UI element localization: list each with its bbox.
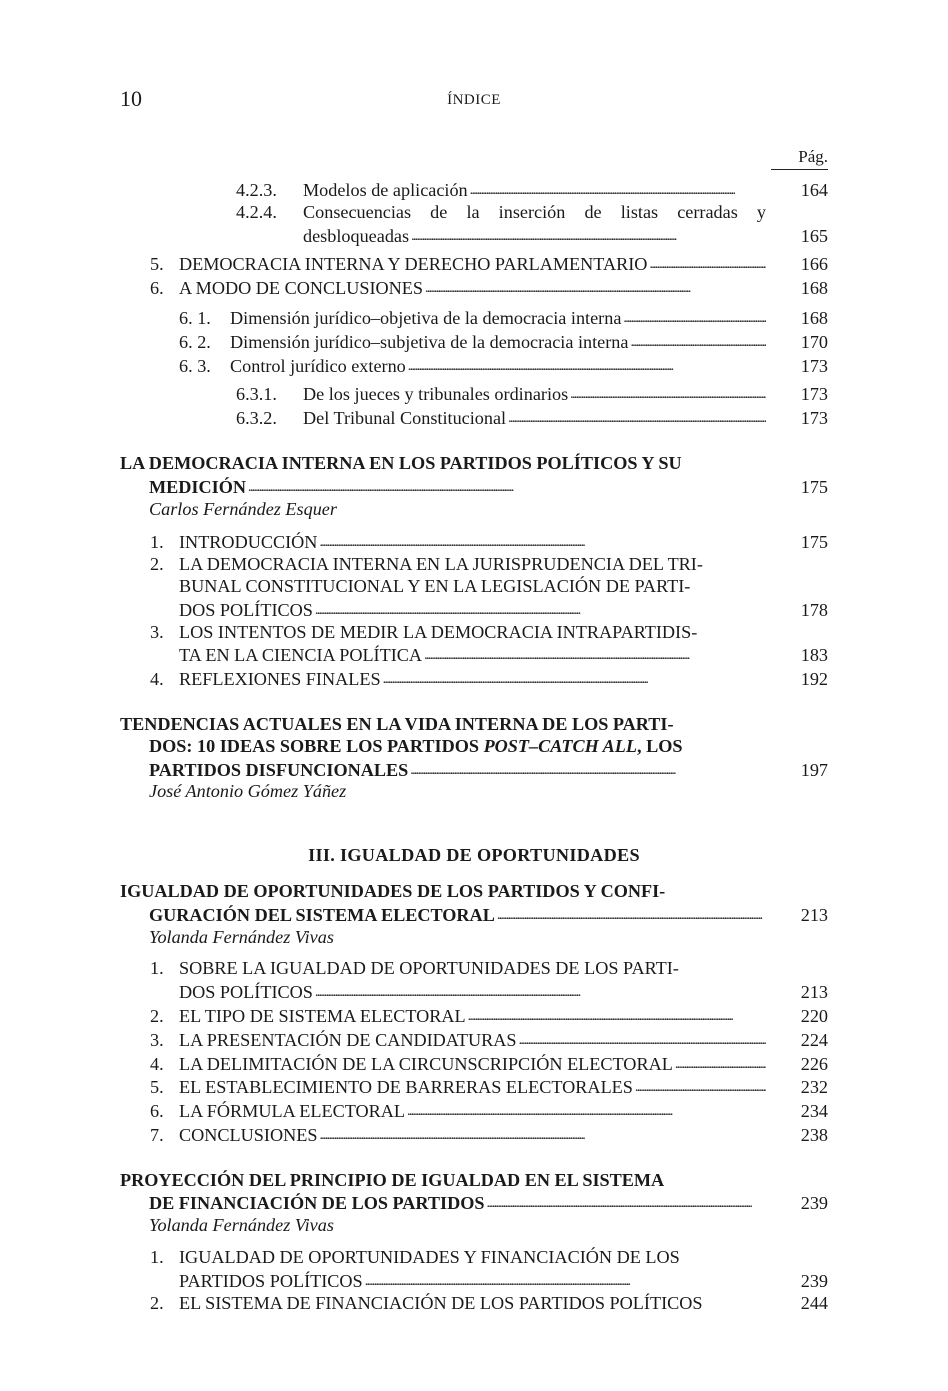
toc-number: 6.3.1. bbox=[236, 384, 277, 405]
toc-entry bbox=[120, 406, 828, 430]
toc-page: 239 bbox=[800, 1193, 828, 1214]
author-name: Yolanda Fernández Vivas bbox=[149, 1215, 334, 1236]
toc-text: TA EN LA CIENCIA POLÍTICA bbox=[179, 645, 423, 666]
toc-page: 213 bbox=[800, 982, 828, 1003]
article-title-line: DE FINANCIACIÓN DE LOS PARTIDOS bbox=[149, 1193, 485, 1214]
toc-page: 178 bbox=[800, 599, 828, 620]
dot-leader bbox=[248, 475, 766, 499]
dot-leader bbox=[365, 1269, 766, 1293]
dot-leader bbox=[468, 1004, 766, 1028]
dot-leader bbox=[570, 382, 766, 406]
toc-number: 2. bbox=[150, 1005, 164, 1026]
toc-entry bbox=[120, 1293, 828, 1315]
dot-leader bbox=[408, 354, 766, 378]
toc-title: Modelos de aplicación bbox=[303, 180, 468, 200]
toc-entry bbox=[120, 530, 828, 554]
toc-text: LOS INTENTOS DE MEDIR LA DEMOCRACIA INTRAPARTIDIS- bbox=[179, 621, 698, 642]
toc-entry bbox=[120, 622, 828, 644]
toc-number: 6. bbox=[150, 278, 164, 299]
toc-text: BUNAL CONSTITUCIONAL Y EN LA LEGISLACIÓN DE PARTI- bbox=[179, 575, 691, 596]
toc-text: IGUALDAD DE OPORTUNIDADES Y FINANCIACIÓN DE LOS bbox=[179, 1247, 680, 1268]
toc-number: 4.2.4. bbox=[236, 201, 277, 222]
toc-text: DOS POLÍTICOS bbox=[179, 982, 313, 1003]
dot-leader bbox=[508, 406, 766, 430]
article-title-line: TENDENCIAS ACTUALES EN LA VIDA INTERNA DE LOS PARTI- bbox=[120, 713, 674, 734]
dot-leader bbox=[425, 276, 766, 300]
page-number: 10 bbox=[120, 86, 142, 111]
toc-entry bbox=[120, 1028, 828, 1052]
toc-number: 1. bbox=[150, 1247, 164, 1268]
toc-page: 175 bbox=[800, 476, 828, 497]
toc-entry-continuation bbox=[120, 980, 828, 1004]
table-of-contents bbox=[120, 178, 828, 1314]
toc-title: Consecuencias de la inserción de listas cerradas y bbox=[303, 201, 766, 222]
toc-text: LA PRESENTACIÓN DE CANDIDATURAS bbox=[179, 1029, 517, 1050]
dot-leader bbox=[470, 178, 766, 202]
toc-title: Dimensión jurídico–subjetiva de la democracia interna bbox=[230, 331, 629, 352]
dot-leader bbox=[675, 1052, 766, 1076]
toc-page: 175 bbox=[800, 532, 828, 553]
toc-entry-continuation bbox=[120, 224, 828, 248]
toc-page: 244 bbox=[800, 1292, 828, 1313]
toc-number: 6.3.2. bbox=[236, 408, 277, 429]
article-title-line: GURACIÓN DEL SISTEMA ELECTORAL bbox=[149, 904, 495, 925]
running-head: ÍNDICE bbox=[447, 92, 501, 108]
dot-leader bbox=[383, 667, 766, 691]
toc-number: 4. bbox=[150, 669, 164, 690]
toc-title: desbloqueadas bbox=[303, 225, 410, 246]
dot-leader bbox=[497, 903, 766, 927]
article-title bbox=[120, 1170, 828, 1216]
toc-entry bbox=[120, 1123, 828, 1147]
author-name: Yolanda Fernández Vivas bbox=[149, 926, 334, 947]
toc-number: 5. bbox=[150, 254, 164, 275]
article-title bbox=[120, 881, 828, 927]
toc-number: 2. bbox=[150, 1292, 164, 1313]
toc-text: LA DEMOCRACIA INTERNA EN LA JURISPRUDENCIA DEL TRI- bbox=[179, 554, 703, 575]
dot-leader bbox=[630, 330, 766, 354]
dot-leader bbox=[623, 306, 766, 330]
article-title-line: IGUALDAD DE OPORTUNIDADES DE LOS PARTIDOS Y CONFI- bbox=[120, 880, 666, 901]
article-title-line: DOS: 10 IDEAS SOBRE LOS PARTIDOS bbox=[149, 735, 484, 756]
toc-title: A MODO DE CONCLUSIONES bbox=[179, 278, 424, 299]
toc-entry bbox=[120, 1004, 828, 1028]
toc-text: LA DELIMITACIÓN DE LA CIRCUNSCRIPCIÓN ELECTORAL bbox=[179, 1053, 673, 1074]
toc-title: DEMOCRACIA INTERNA Y DERECHO PARLAMENTARIO bbox=[179, 254, 648, 275]
article-title-line: PARTIDOS DISFUNCIONALES bbox=[149, 759, 409, 780]
toc-page: 224 bbox=[800, 1029, 828, 1050]
toc-entry bbox=[120, 1052, 828, 1076]
toc-entry bbox=[120, 958, 828, 980]
toc-entry bbox=[120, 1099, 828, 1123]
toc-text: EL SISTEMA DE FINANCIACIÓN DE LOS PARTIDOS POLÍTICOS bbox=[179, 1292, 703, 1313]
toc-entry-continuation bbox=[120, 576, 828, 598]
toc-page: 168 bbox=[800, 307, 828, 328]
toc-number: 3. bbox=[150, 1029, 164, 1050]
toc-number: 6. 1. bbox=[179, 307, 211, 328]
toc-entry bbox=[120, 1075, 828, 1099]
toc-entry bbox=[120, 202, 828, 224]
toc-text: SOBRE LA IGUALDAD DE OPORTUNIDADES DE LOS PARTI- bbox=[179, 958, 679, 979]
author-name: Carlos Fernández Esquer bbox=[149, 498, 337, 519]
toc-entry bbox=[120, 667, 828, 691]
article-title-line: PROYECCIÓN DEL PRINCIPIO DE IGUALDAD EN EL SISTEMA bbox=[120, 1169, 665, 1190]
toc-page: 213 bbox=[800, 904, 828, 925]
toc-number: 4.2.3. bbox=[236, 180, 277, 200]
toc-text: PARTIDOS POLÍTICOS bbox=[179, 1270, 363, 1291]
toc-number: 5. bbox=[150, 1077, 164, 1098]
toc-page: 173 bbox=[800, 355, 828, 376]
dot-leader bbox=[411, 224, 766, 248]
toc-text: INTRODUCCIÓN bbox=[179, 532, 318, 553]
dot-leader bbox=[410, 758, 766, 782]
article-title bbox=[120, 714, 828, 781]
section-heading: III. IGUALDAD DE OPORTUNIDADES bbox=[308, 845, 640, 866]
toc-number: 3. bbox=[150, 621, 164, 642]
toc-text: EL TIPO DE SISTEMA ELECTORAL bbox=[179, 1005, 466, 1026]
dot-leader bbox=[649, 252, 766, 276]
article-title-line: POST–CATCH ALL bbox=[483, 735, 637, 756]
dot-leader bbox=[315, 598, 766, 622]
toc-text: LA FÓRMULA ELECTORAL bbox=[179, 1101, 406, 1122]
toc-page: 238 bbox=[800, 1124, 828, 1145]
toc-page: 166 bbox=[800, 254, 828, 275]
toc-entry bbox=[120, 354, 828, 378]
toc-page: 220 bbox=[800, 1005, 828, 1026]
dot-leader bbox=[487, 1191, 766, 1215]
author-name: José Antonio Gómez Yáñez bbox=[149, 781, 347, 802]
toc-entry bbox=[120, 382, 828, 406]
toc-text: REFLEXIONES FINALES bbox=[179, 669, 381, 690]
dot-leader bbox=[635, 1075, 766, 1099]
article-title bbox=[120, 453, 828, 499]
toc-page: 173 bbox=[800, 408, 828, 429]
toc-page: 173 bbox=[800, 384, 828, 405]
toc-entry bbox=[120, 330, 828, 354]
toc-page: 197 bbox=[800, 759, 828, 780]
toc-number: 4. bbox=[150, 1053, 164, 1074]
toc-entry bbox=[120, 1247, 828, 1269]
toc-number: 6. 2. bbox=[179, 331, 211, 352]
toc-page: 168 bbox=[800, 278, 828, 299]
toc-page: 165 bbox=[800, 225, 828, 246]
dot-leader bbox=[319, 530, 766, 554]
toc-page: 183 bbox=[800, 645, 828, 666]
toc-entry bbox=[120, 306, 828, 330]
toc-entry-continuation bbox=[120, 1269, 828, 1293]
toc-title: De los jueces y tribunales ordinarios bbox=[303, 384, 569, 405]
toc-page: 239 bbox=[800, 1270, 828, 1291]
toc-number: 1. bbox=[150, 958, 164, 979]
article-title-line: , LOS bbox=[637, 735, 683, 756]
toc-number: 6. bbox=[150, 1101, 164, 1122]
toc-entry bbox=[120, 252, 828, 276]
dot-leader bbox=[519, 1028, 766, 1052]
toc-title: Del Tribunal Constitucional bbox=[303, 408, 507, 429]
page-column-heading: Pág. bbox=[771, 147, 828, 170]
dot-leader bbox=[319, 1123, 766, 1147]
toc-number: 7. bbox=[150, 1124, 164, 1145]
dot-leader bbox=[315, 980, 766, 1004]
toc-page: 226 bbox=[800, 1053, 828, 1074]
toc-title: Control jurídico externo bbox=[230, 355, 406, 376]
toc-page: 234 bbox=[800, 1101, 828, 1122]
article-title-line: LA DEMOCRACIA INTERNA EN LOS PARTIDOS POLÍTICOS Y SU bbox=[120, 452, 682, 473]
toc-entry bbox=[120, 554, 828, 576]
toc-number: 1. bbox=[150, 532, 164, 553]
toc-entry bbox=[120, 178, 828, 202]
toc-page: 232 bbox=[800, 1077, 828, 1098]
toc-page: 170 bbox=[800, 331, 828, 352]
dot-leader bbox=[407, 1099, 766, 1123]
toc-title: Dimensión jurídico–objetiva de la democracia interna bbox=[230, 307, 622, 328]
toc-page: 192 bbox=[800, 669, 828, 690]
article-title-line: MEDICIÓN bbox=[149, 476, 247, 497]
toc-text: DOS POLÍTICOS bbox=[179, 599, 313, 620]
toc-entry-continuation bbox=[120, 643, 828, 667]
toc-text: CONCLUSIONES bbox=[179, 1124, 318, 1145]
toc-entry bbox=[120, 276, 828, 300]
toc-text: EL ESTABLECIMIENTO DE BARRERAS ELECTORALES bbox=[179, 1077, 633, 1098]
toc-number: 2. bbox=[150, 554, 164, 575]
toc-page: 164 bbox=[800, 180, 828, 200]
toc-entry-continuation bbox=[120, 598, 828, 622]
toc-number: 6. 3. bbox=[179, 355, 211, 376]
dot-leader bbox=[424, 643, 766, 667]
